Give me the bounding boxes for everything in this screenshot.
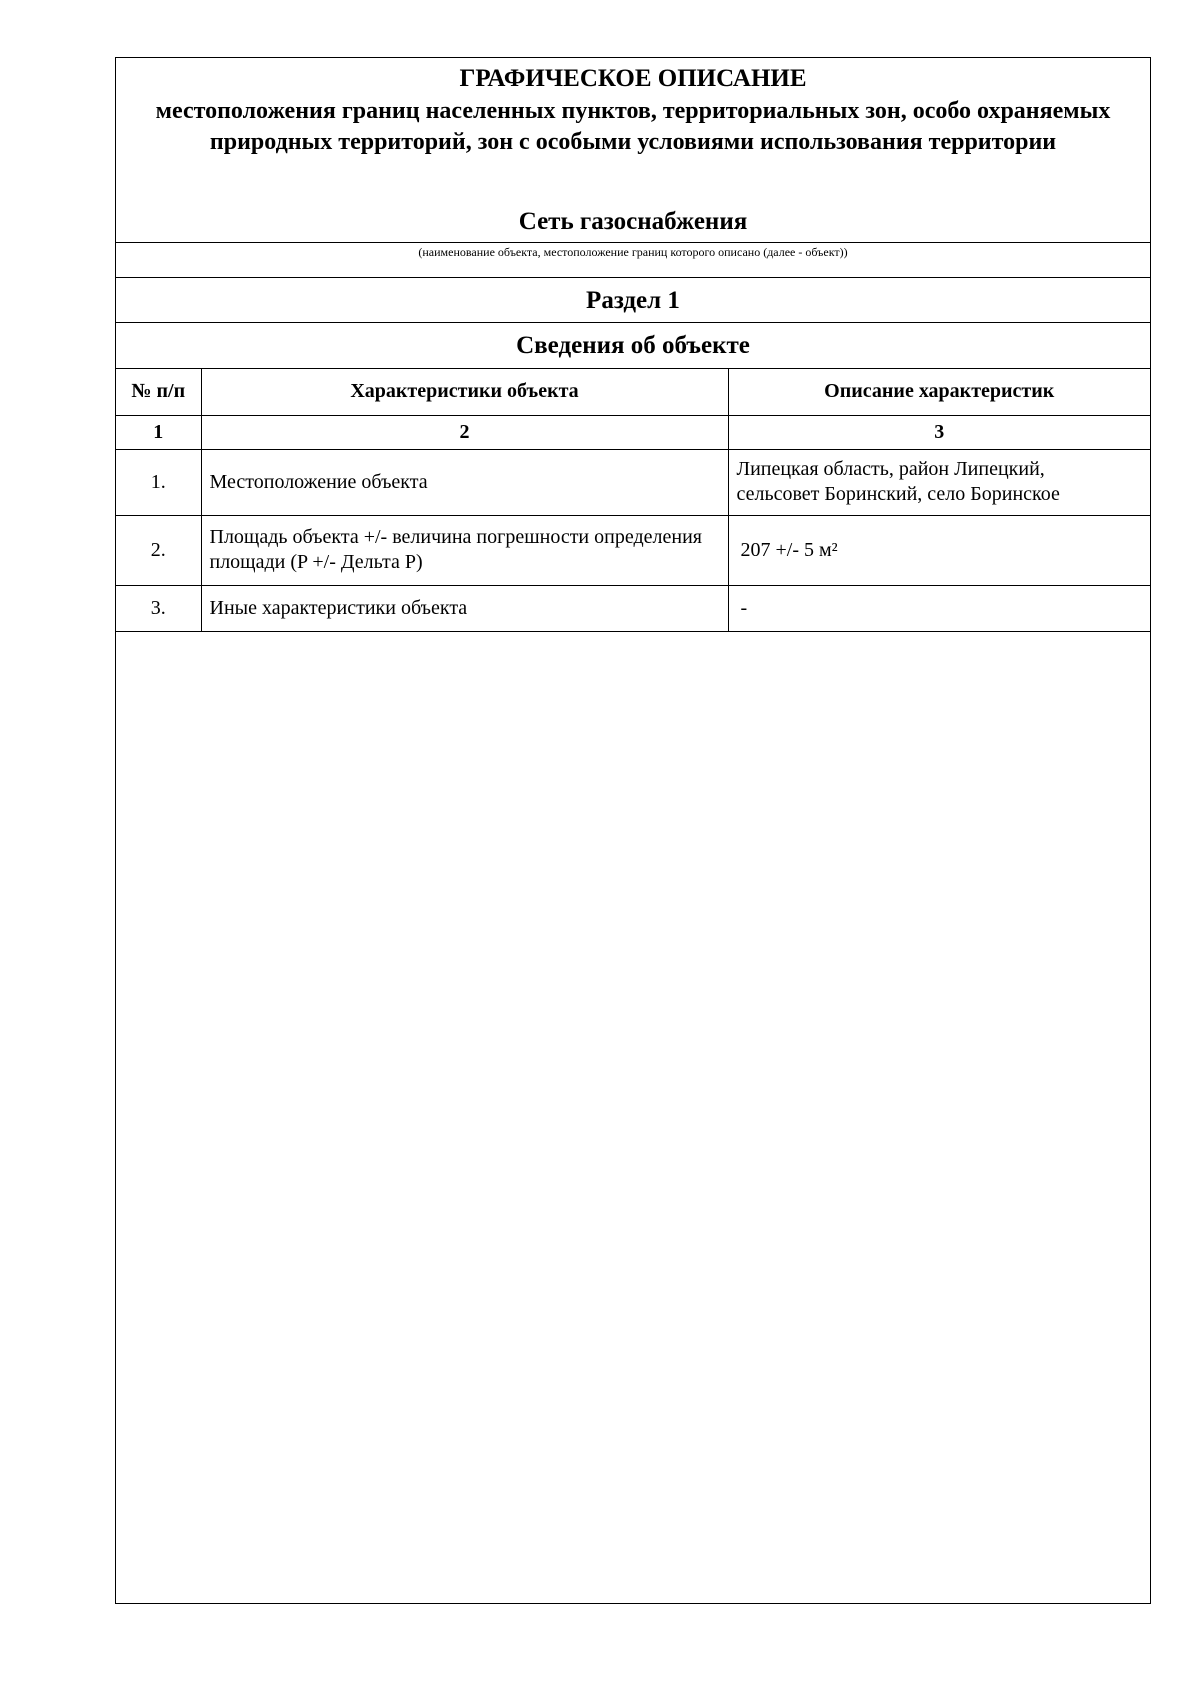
row-characteristic: Местоположение объекта [201,449,728,515]
object-name-caption: (наименование объекта, местоположение границ которого описано (далее - объект)) [116,243,1150,278]
column-header-characteristic: Характеристики объекта [201,369,728,415]
document-header [116,58,1150,243]
table-row [116,515,1150,585]
table-header-row [116,369,1150,415]
object-name: Сеть газоснабжения [518,208,748,235]
column-header-description: Описание характеристик [728,369,1150,415]
section-label: Раздел 1 [116,278,1150,323]
document-frame [115,57,1151,1604]
row-number: 2. [116,515,201,585]
row-characteristic: Площадь объекта +/- величина погрешности определения площади (P +/- Дельта P) [201,515,728,585]
table-row [116,449,1150,515]
table-row [116,585,1150,631]
row-description: 207 +/- 5 м² [728,515,1150,585]
column-number-1: 1 [116,415,201,449]
column-number-3: 3 [728,415,1150,449]
row-number: 1. [116,449,201,515]
column-header-number: № п/п [116,369,201,415]
column-number-row [116,415,1150,449]
section-title: Сведения об объекте [116,323,1150,369]
document-subtitle: местоположения границ населенных пунктов, территориальных зон, особо охраняемых природных территорий, зон с особыми условиями использования территории [155,98,1111,155]
row-description: - [728,585,1150,631]
object-info-table [116,369,1150,632]
row-description: Липецкая область, район Липецкий, сельсовет Боринский, село Боринское [728,449,1150,515]
row-number: 3. [116,585,201,631]
column-number-2: 2 [201,415,728,449]
row-characteristic: Иные характеристики объекта [201,585,728,631]
document-title: ГРАФИЧЕСКОЕ ОПИСАНИЕ [459,65,807,92]
